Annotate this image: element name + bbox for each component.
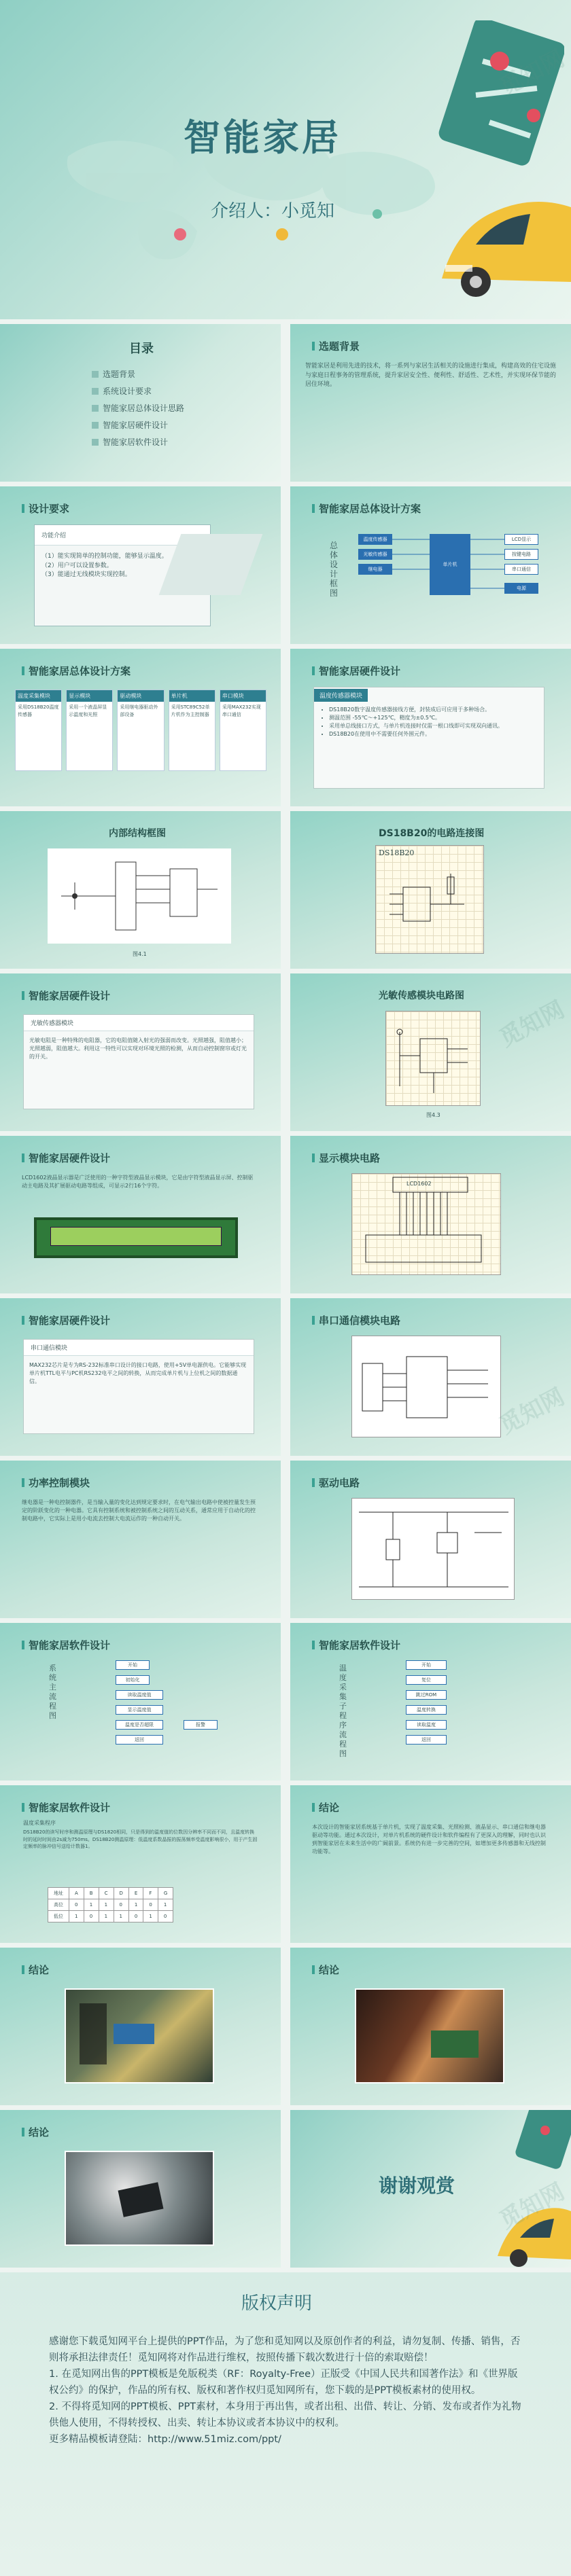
hw-column (117, 690, 164, 771)
table-cell: 0 (84, 1911, 99, 1922)
sw-design1-slide (0, 1623, 281, 1781)
block-mcu: 单片机 (430, 534, 470, 595)
figure-caption: 图4.1 (133, 951, 147, 957)
content-body: 光敏电阻是一种特殊的电阻器，它的电阻值随入射光的强弱而改变。光照越强，阻值越小；光照越弱，阻值越大。利用这一特性可以实现对环境光照的检测，从而自动控制窗帘或灯光的开关。 (29, 1037, 247, 1060)
flowchart (88, 1660, 245, 1769)
serial-circuit-diagram (351, 1336, 501, 1437)
hw-column-body: 采用DS18B20温度传感器 (18, 704, 59, 717)
toc-item[interactable]: 选题背景 (92, 366, 184, 383)
slide-heading: 驱动电路 (312, 1475, 360, 1490)
hw-columns (15, 690, 266, 771)
hw-column (66, 690, 113, 771)
content-tag: 串口通信模块 (24, 1340, 254, 1356)
light-circuit-diagram (385, 1011, 481, 1106)
block-connectors (358, 534, 555, 622)
conclusion1-slide (290, 1785, 571, 1943)
list-item: • DS18B20在使用中不需要任何外围元件。 (329, 730, 538, 738)
flowchart-label: 系统主流程图 (49, 1664, 56, 1720)
table-cell: A (69, 1888, 84, 1899)
flow-step: 开始 (406, 1660, 447, 1670)
display-circuit-slide (290, 1136, 571, 1293)
light-circuit-slide (290, 973, 571, 1131)
hw-column-title: 驱动模块 (118, 690, 163, 702)
block-light: 光敏传感器 (358, 549, 392, 560)
table-row (48, 1899, 173, 1911)
hw-column (15, 690, 62, 771)
ds-circuit-slide (290, 811, 571, 969)
hw-column-body: 采用MAX232实现串口通信 (222, 704, 261, 717)
flow-step: 初始化 (116, 1675, 150, 1685)
copyright-paragraph: 1. 在觅知网出售的PPT模板是免版税类（RF：Royalty-Free）正版受《中国人民共和国著作法》和《世界版权公约》的保护，作品的所有权、版权和著作权归觅知网所有，您下载的是PPT模板素材的使用权。 (49, 2369, 518, 2396)
table-cell: 1 (69, 1911, 84, 1922)
ds-circuit-diagram (375, 845, 484, 954)
slide-heading: 智能家居硬件设计 (22, 1313, 110, 1327)
content-body: 继电器是一种电控制器件，是当输入量的变化达到规定要求时，在电气输出电路中使被控量发生预定的阶跃变化的一种电器。它具有控制系统和被控制系统之间的互动关系，通常应用于自动化的控制电路中，它实际上是用小电流去控制大电流运作的一种自动开关。 (22, 1499, 256, 1522)
slide-heading: 内部结构框图 (109, 828, 166, 839)
toc-item[interactable]: 系统设计要求 (92, 383, 184, 400)
cover-title: 智能家居 (184, 116, 341, 159)
table-cell: 低位 (48, 1911, 69, 1922)
block-temp: 温度传感器 (358, 534, 392, 545)
table-header-row (48, 1888, 173, 1899)
table-cell: D (114, 1888, 128, 1899)
slide-heading: 智能家居硬件设计 (312, 664, 400, 678)
drive-circuit-slide (290, 1461, 571, 1618)
block-power: 电源 (504, 583, 538, 594)
toc-slide (0, 324, 281, 482)
cover-slide (0, 0, 571, 319)
content-tag: 光敏传感器模块 (24, 1015, 254, 1031)
requirements-slide (0, 486, 281, 644)
table-cell: 0 (69, 1899, 84, 1911)
hw-column-body: 采用继电器驱动外部设备 (120, 704, 158, 717)
thanks-text: 谢谢观赏 (379, 2175, 455, 2197)
hw-column-title: 温度采集模块 (16, 690, 61, 702)
map-pin-icon (435, 20, 564, 170)
conclusion3-slide (290, 1948, 571, 2105)
serial-circuit-slide (290, 1298, 571, 1456)
requirement-item: （2）用户可以设置参数。 (41, 562, 113, 569)
chip-photo (65, 2151, 214, 2246)
list-item: • 采用单总线接口方式，与单片机连接时仅需一根口线即可实现双向通讯。 (329, 722, 538, 730)
hw-column-body: 采用STC89C52单片机作为主控制器 (171, 704, 210, 717)
flow-step: 返回 (406, 1735, 447, 1745)
hw-column-body: 采用一个液晶屏显示温度和光照 (69, 704, 107, 717)
content-box (23, 1014, 254, 1109)
toc-list (92, 366, 184, 451)
circuit-board-photo (65, 1988, 214, 2083)
block-relay: 继电器 (358, 564, 392, 575)
drive-circuit-diagram (351, 1498, 515, 1600)
table-cell: 地址 (48, 1888, 69, 1899)
thanks-slide (290, 2110, 571, 2268)
flow-step: 温度是否超限 (116, 1720, 163, 1730)
table-cell: 1 (99, 1911, 114, 1922)
display-schematic (352, 1174, 502, 1276)
table-cell: B (84, 1888, 99, 1899)
chip-label: LCD1602 (406, 1181, 432, 1187)
table-cell: 0 (114, 1899, 128, 1911)
flowchart (392, 1660, 501, 1769)
slide-heading: 智能家居软件设计 (312, 1638, 400, 1652)
internal-slide (0, 811, 281, 969)
cover-presenter: 介绍人：小觅知 (211, 201, 335, 221)
table-cell: 高位 (48, 1899, 69, 1911)
copyright-section (0, 2272, 571, 2576)
copyright-link[interactable]: 更多精品模板请登陆：http://www.51miz.com/ppt/ (49, 2434, 281, 2445)
table-cell: 1 (84, 1899, 99, 1911)
table-cell: E (128, 1888, 143, 1899)
list-item: • DS18B20数字温度传感器接线方便，封装成后可应用于多种场合。 (329, 706, 538, 714)
data-table (48, 1887, 173, 1922)
copyright-body (49, 2333, 525, 2448)
flowchart-label: 温度采集子程序流程图 (339, 1664, 347, 1758)
table-cell: G (158, 1888, 173, 1899)
internal-diagram (48, 848, 231, 944)
hw-design3-slide (0, 1136, 281, 1293)
slide-heading: 智能家居总体设计方案 (22, 664, 131, 678)
flow-step: 复位 (406, 1675, 447, 1685)
content-body: 本次设计的智能家居系统基于单片机，实现了温度采集、光照检测、液晶显示、串口通信和继电器驱动等功能。通过本次设计，对单片机系统的硬件设计和软件编程有了更深入的理解，同时也认识到智能家居在未来生活中的广阔前景。系统仍有进一步完善的空间，如增加更多传感器和无线控制功能等。 (312, 1824, 546, 1855)
map-pin-icon (508, 2110, 571, 2171)
table-cell: C (99, 1888, 114, 1899)
slide-heading: 光敏传感模块电路图 (379, 990, 464, 1001)
slide-heading: 结论 (312, 1800, 339, 1814)
toc-item[interactable]: 智能家居硬件设计 (92, 417, 184, 434)
flow-step: 读取温度值 (116, 1690, 163, 1700)
internal-schematic (48, 848, 231, 944)
power-control-slide (0, 1461, 281, 1618)
list-item: • 测温范围 -55℃～+125℃，精度为±0.5℃。 (329, 714, 538, 722)
hw-design4-slide (0, 1298, 281, 1456)
copyright-heading: 版权声明 (241, 2293, 313, 2314)
requirement-item: （1）能实现简单的控制功能，能够显示温度。 (41, 553, 168, 560)
conclusion2-slide (0, 1948, 281, 2105)
content-tag: 温度传感器模块 (314, 689, 368, 702)
table-cell: 0 (158, 1911, 173, 1922)
slide-heading: 结论 (22, 1963, 49, 1977)
conclusion4-slide (0, 2110, 281, 2268)
slide-heading: 智能家居软件设计 (22, 1800, 110, 1814)
slide-heading: 串口通信模块电路 (312, 1313, 400, 1327)
hw-design2-slide (0, 973, 281, 1131)
content-box (313, 687, 544, 789)
soldering-photo (355, 1988, 504, 2083)
table-cell: F (143, 1888, 158, 1899)
toc-item[interactable]: 智能家居软件设计 (92, 434, 184, 451)
block-diagram (358, 534, 555, 622)
slide-heading: 结论 (22, 2125, 49, 2139)
hw-column-title: 串口模块 (220, 690, 266, 702)
slide-heading: DS18B20的电路连接图 (379, 828, 485, 839)
slide-heading: 显示模块电路 (312, 1151, 380, 1165)
sw-design2-slide (290, 1623, 571, 1781)
content-body: MAX232芯片是专为RS-232标准串口设计的接口电路，使用+5V单电源供电。它能够实现单片机TTL电平与PC机RS232电平之间的转换，从而完成单片机与上位机之间的数据通信。 (29, 1362, 247, 1384)
block-diagram-label: 总体设计框图 (330, 541, 339, 598)
hw-column-title: 显示模块 (67, 690, 112, 702)
slide-heading: 功率控制模块 (22, 1475, 90, 1490)
sw-design3-slide (0, 1785, 281, 1943)
figure-caption: 图4.3 (426, 1112, 440, 1118)
slide-heading: 设计要求 (22, 501, 69, 516)
flow-step: 显示温度值 (116, 1705, 163, 1715)
slide-heading: 结论 (312, 1963, 339, 1977)
block-serial: 串口通信 (504, 564, 538, 575)
serial-schematic (352, 1336, 502, 1438)
flow-step: 跳过ROM (406, 1690, 447, 1700)
background-slide (290, 324, 571, 482)
table-cell: 1 (114, 1911, 128, 1922)
copyright-paragraph: 感谢您下载觅知网平台上提供的PPT作品，为了您和觅知网以及原创作者的利益，请勿复制、传播、销售，否则将承担法律责任！觅知网将对作品进行维权，按照传播下载次数进行十倍的索取赔偿！ (49, 2336, 521, 2363)
flow-step: 开始 (116, 1660, 150, 1670)
hw-design1-slide (290, 649, 571, 806)
block-lcd: LCD显示 (504, 534, 538, 545)
chip-label: DS18B20 (379, 848, 415, 857)
table-cell: 0 (128, 1911, 143, 1922)
flow-step: 读取温度 (406, 1720, 447, 1730)
car-icon (494, 2192, 571, 2268)
overall-slide (290, 486, 571, 644)
flow-step: 温度转换 (406, 1705, 447, 1715)
func-label: 功能介绍 (35, 525, 210, 545)
table-row (48, 1911, 173, 1922)
flow-step: 返回 (116, 1735, 163, 1745)
table-cell: 1 (158, 1899, 173, 1911)
content-box (23, 1339, 254, 1434)
hw-column-title: 单片机 (169, 690, 215, 702)
content-body: DS18B20的读写时序和测温原理与DS1820相同，只是得到的温度值的位数因分辨率不同而不同，且温度转换时的延时时间由2s减为750ms。DS18B20测温原理：低温度系数晶振的振荡频率受温度影响很小，用于产生固定频率的脉冲信号送给计数器1。 (23, 1829, 258, 1849)
slide-heading: 智能家居硬件设计 (22, 1151, 110, 1165)
requirement-item: （3）能通过无线模块实现控制。 (41, 571, 131, 578)
slide-heading: 智能家居硬件设计 (22, 988, 110, 1003)
display-circuit-diagram (351, 1173, 501, 1275)
lcd-image (34, 1217, 238, 1258)
table-cell: 1 (128, 1899, 143, 1911)
block-key: 按键电路 (504, 549, 538, 560)
light-schematic (386, 1012, 481, 1107)
toc-heading: 目录 (129, 342, 154, 356)
table-cell: 0 (143, 1899, 158, 1911)
slide-heading: 智能家居软件设计 (22, 1638, 110, 1652)
hw-overall-slide (0, 649, 281, 806)
flow-step: 报警 (184, 1720, 218, 1730)
table-cell: 1 (99, 1899, 114, 1911)
drive-schematic (352, 1499, 515, 1600)
ds-schematic (376, 860, 485, 948)
toc-item[interactable]: 智能家居总体设计思路 (92, 400, 184, 417)
table-cell: 1 (143, 1911, 158, 1922)
hw-column (220, 690, 266, 771)
background-body: 智能家居是利用先进的技术，将一系列与家居生活相关的设施进行集成，构建高效的住宅设施与家庭日程事务的管理系统，提升家居安全性、便利性、舒适性、艺术性，并实现环保节能的居住环境。 (305, 363, 557, 388)
content-list (314, 702, 544, 738)
slide-heading: 选题背景 (312, 339, 360, 353)
hw-column (169, 690, 215, 771)
content-tag: 温度采集程序 (23, 1820, 56, 1826)
car-icon (435, 170, 571, 306)
slide-heading: 智能家居总体设计方案 (312, 501, 421, 516)
copyright-paragraph: 2. 不得将觅知网的PPT模板、PPT素材，本身用于再出售，或者出租、出借、转让、分销、发布或者作为礼物供他人使用，不得转授权、出卖、转让本协议或者本协议中的权利。 (49, 2401, 521, 2429)
content-body: LCD1602液晶显示器是广泛使用的一种字符型液晶显示模块，它是由字符型液晶显示屏、控制驱动主电路及其扩展驱动电路等组成，可显示2行16个字符。 (22, 1175, 254, 1189)
